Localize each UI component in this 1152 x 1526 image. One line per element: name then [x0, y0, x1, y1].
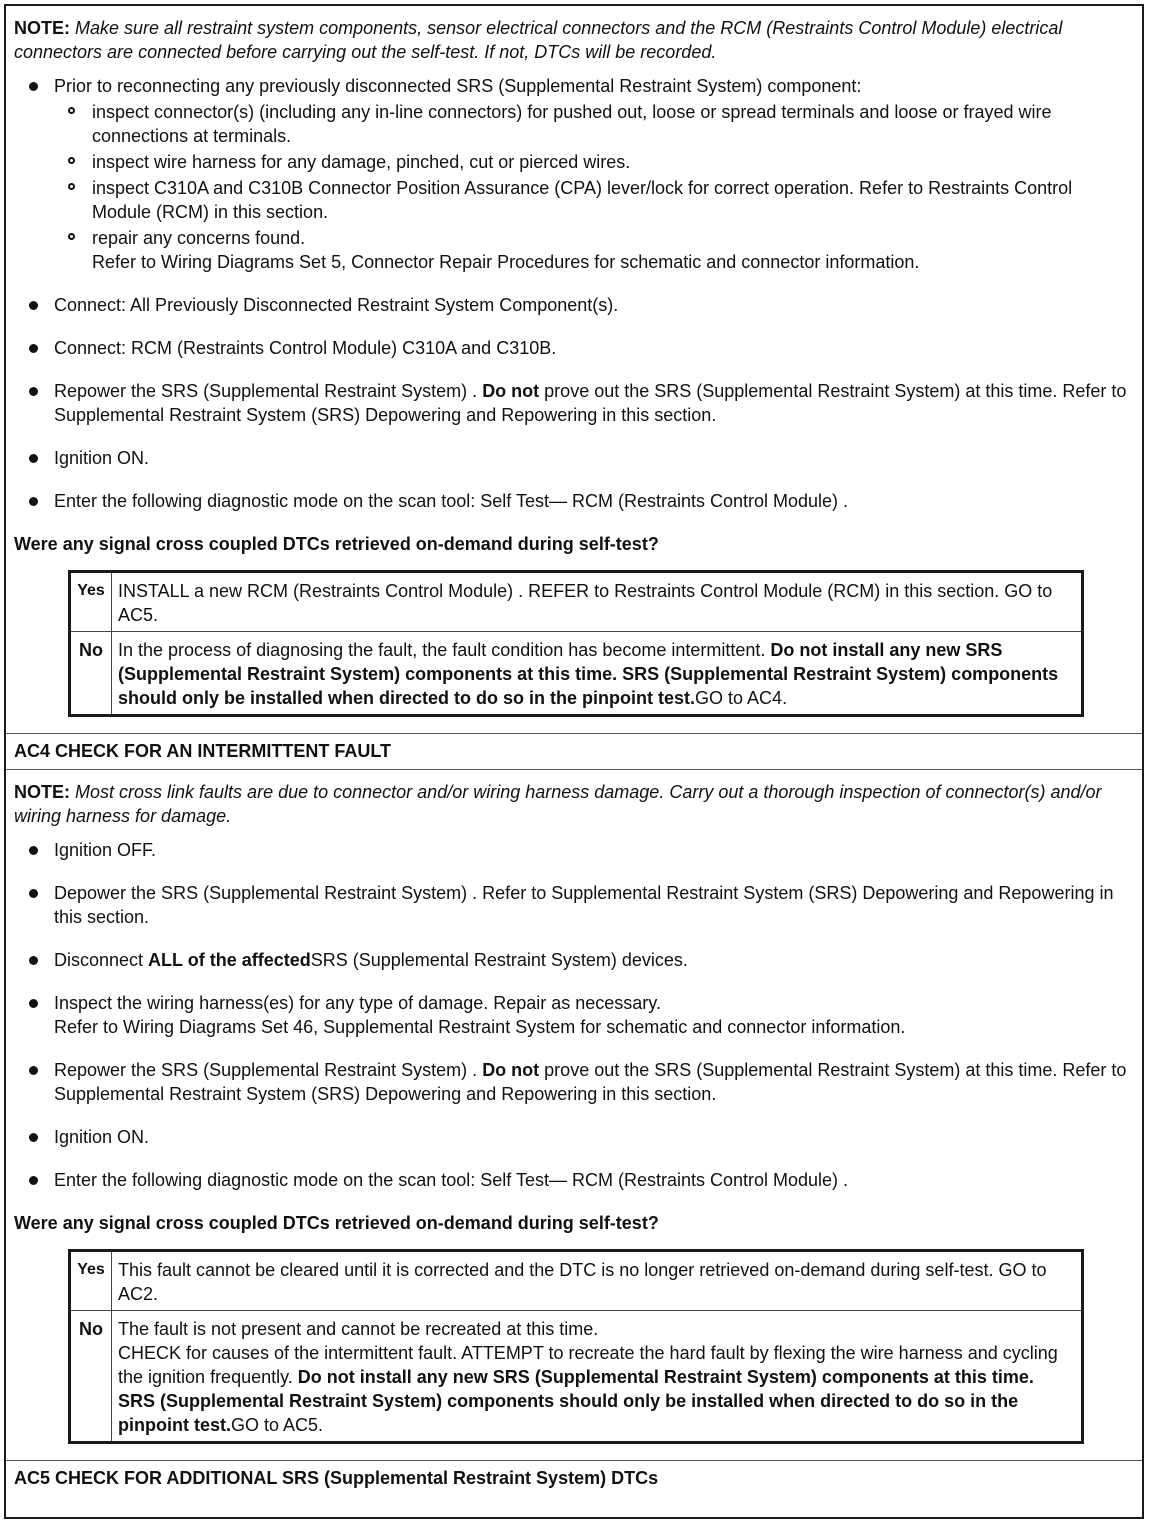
wiring-reference: Refer to Wiring Diagrams Set 46, Supplemental Restraint System for schematic and connector information.: [54, 1017, 906, 1037]
note-text: Most cross link faults are due to connector and/or wiring harness damage. Carry out a thorough inspection of connector(s) and/or wiring harness for damage.: [14, 782, 1102, 826]
step-text: Connect: RCM (Restraints Control Module) C310A and C310B.: [54, 338, 557, 358]
list-item: [14, 74, 1136, 274]
sub-item-text: inspect wire harness for any damage, pinched, cut or pierced wires.: [92, 152, 631, 172]
step-emphasis: Do not: [482, 381, 540, 401]
note-ac4: [14, 780, 1136, 828]
list-item: [14, 948, 1136, 972]
no-text: In the process of diagnosing the fault, the fault condition has become intermittent.: [118, 640, 771, 660]
step-text: Ignition ON.: [54, 1127, 150, 1147]
no-goto: GO to AC5.: [230, 1415, 324, 1435]
table-row: [70, 632, 1083, 716]
no-cell: [112, 632, 1083, 716]
no-goto: GO to AC4.: [695, 688, 788, 708]
list-item: [14, 446, 1136, 470]
answer-table-ac3: [68, 570, 1084, 717]
list-item: [14, 881, 1136, 929]
step-text: Enter the following diagnostic mode on the scan tool: Self Test— RCM (Restraints Control Module) .: [54, 491, 849, 511]
step-list-ac3: [14, 74, 1136, 513]
step-emphasis: Do not: [482, 1060, 540, 1080]
list-item: [14, 1058, 1136, 1106]
sub-item-text: repair any concerns found.: [92, 228, 306, 248]
step-text: Depower the SRS (Supplemental Restraint System) . Refer to Supplemental Restraint System (SRS) Depowering and Repowering in this section.: [54, 883, 1114, 927]
heading-ac5: AC5 CHECK FOR ADDITIONAL SRS (Supplemental Restraint System) DTCs: [14, 1468, 659, 1488]
step-text: prove out the SRS (Supplemental Restraint System) at this time. Refer to Supplemental Restraint System (SRS) Depowering and Repowering in this section.: [54, 1060, 1127, 1104]
yes-label: Yes: [70, 572, 112, 632]
question-ac3: Were any signal cross coupled DTCs retrieved on-demand during self-test?: [14, 534, 659, 554]
table-row: [70, 572, 1083, 632]
list-item: [14, 1168, 1136, 1192]
section-ac3: [6, 6, 1142, 734]
sub-list: [54, 100, 1136, 274]
note-label: NOTE:: [14, 18, 70, 38]
no-text: The fault is not present and cannot be recreated at this time.: [118, 1319, 599, 1339]
step-text: SRS (Supplemental Restraint System) devices.: [310, 950, 688, 970]
step-text: Repower the SRS (Supplemental Restraint System) .: [54, 381, 483, 401]
no-label: No: [70, 1311, 112, 1443]
sub-item: [54, 150, 1136, 174]
wiring-reference: Refer to Wiring Diagrams Set 5, Connector Repair Procedures for schematic and connector information.: [92, 252, 920, 272]
step-text: Connect: All Previously Disconnected Restraint System Component(s).: [54, 295, 619, 315]
no-text: CHECK for causes of the intermittent fault. ATTEMPT to recreate the hard fault by flexing the wire harness and cycling the ignition frequently.: [118, 1343, 1058, 1387]
list-item: [14, 379, 1136, 427]
yes-text: This fault cannot be cleared until it is corrected and the DTC is no longer retrieved on-demand during self-test. GO to AC2.: [112, 1251, 1083, 1311]
sub-item: [54, 100, 1136, 148]
section-ac4: [6, 770, 1142, 1461]
section-heading-ac4: [6, 734, 1142, 770]
no-label: No: [70, 632, 112, 716]
sub-item-text: inspect connector(s) (including any in-line connectors) for pushed out, loose or spread terminals and loose or frayed wire connections at terminals.: [92, 102, 1052, 146]
step-text: Ignition OFF.: [54, 840, 157, 860]
step-text: Ignition ON.: [54, 448, 150, 468]
note-text: Make sure all restraint system components, sensor electrical connectors and the RCM (Restraints Control Module) electrical connectors are connected before carrying out the self-test. If not, DTCs will be recorded.: [14, 18, 1063, 62]
yes-label: Yes: [70, 1251, 112, 1311]
list-item: [14, 1125, 1136, 1149]
step-text: prove out the SRS (Supplemental Restraint System) at this time. Refer to Supplemental Restraint System (SRS) Depowering and Repowering in this section.: [54, 381, 1127, 425]
sub-item: [54, 176, 1136, 224]
table-row: [70, 1311, 1083, 1443]
list-item: [14, 838, 1136, 862]
list-item: [14, 489, 1136, 513]
note-ac3: [14, 16, 1136, 64]
section-heading-ac5: [6, 1461, 1142, 1496]
sub-item: [54, 226, 1136, 274]
sub-item-text: inspect C310A and C310B Connector Position Assurance (CPA) lever/lock for correct operation. Refer to Restraints Control Module (RCM) in this section.: [92, 178, 1073, 222]
procedure-frame: [4, 4, 1144, 1519]
yes-text: INSTALL a new RCM (Restraints Control Module) . REFER to Restraints Control Module (RCM) in this section. GO to AC5.: [112, 572, 1083, 632]
list-item: [14, 293, 1136, 317]
note-label: NOTE:: [14, 782, 70, 802]
no-cell: [112, 1311, 1083, 1443]
list-item: [14, 991, 1136, 1039]
step-text: Enter the following diagnostic mode on the scan tool: Self Test— RCM (Restraints Control Module) .: [54, 1170, 849, 1190]
answer-table-ac4: [68, 1249, 1084, 1444]
heading-ac4: AC4 CHECK FOR AN INTERMITTENT FAULT: [14, 741, 391, 761]
no-emphasis: Do not install any new SRS (Supplemental Restraint System) components at this time. SRS (Supplemental Restraint System) components should only be installed when directed to do so in the pinpoint test.: [118, 640, 1059, 708]
question-ac4: Were any signal cross coupled DTCs retrieved on-demand during self-test?: [14, 1213, 659, 1233]
step-text: Repower the SRS (Supplemental Restraint System) .: [54, 1060, 483, 1080]
step-text: Disconnect: [54, 950, 149, 970]
no-emphasis: Do not install any new SRS (Supplemental Restraint System) components at this time. SRS (Supplemental Restraint System) components should only be installed when directed to do so in the pinpoint test.: [118, 1367, 1034, 1435]
list-item: [14, 336, 1136, 360]
step-text: Inspect the wiring harness(es) for any type of damage. Repair as necessary.: [54, 993, 661, 1013]
table-row: [70, 1251, 1083, 1311]
step-emphasis: ALL of the affected: [148, 950, 311, 970]
step-list-ac4: [14, 838, 1136, 1192]
step-text: Prior to reconnecting any previously disconnected SRS (Supplemental Restraint System) component:: [54, 76, 862, 96]
